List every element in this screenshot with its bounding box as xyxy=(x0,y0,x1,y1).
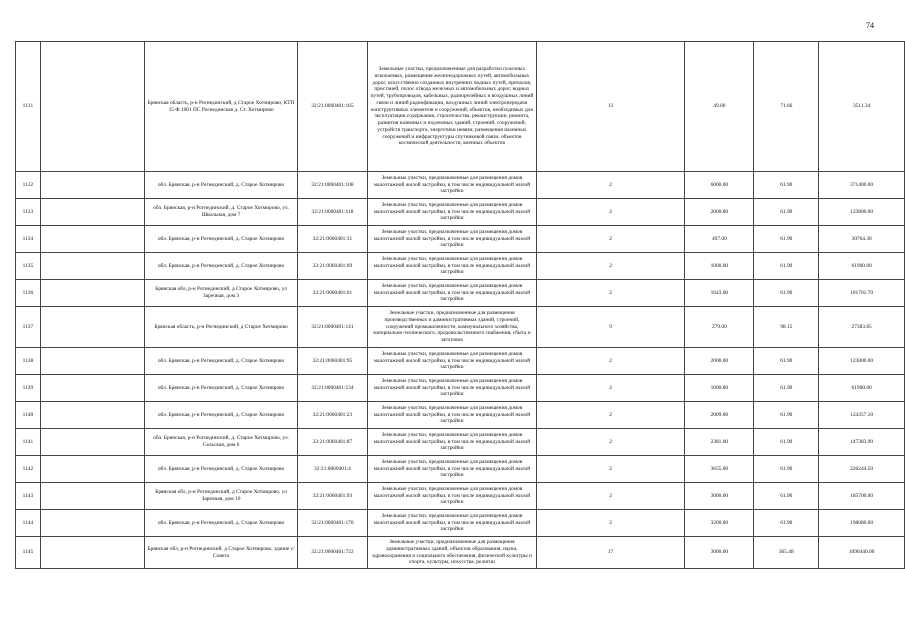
cadastral-value-cell: 27383.85 xyxy=(819,307,905,348)
permitted-use-cell: Земельные участки, предназначенные для размещения домов малоэтажной жилой застройки, в том числе индивидуальной жилой застройки xyxy=(368,375,537,402)
address-cell: Брянская область, р-н Рогнединский, д Старое Хотмирово, КТП 15 Ф.1001 ПС Рогнединская д. Ст. Хотмирово xyxy=(145,42,297,172)
specific-value-cell: 98.15 xyxy=(754,307,819,348)
address-cell: обл. Брянская, р-н Рогнединский, д. Старое Хотмирово xyxy=(145,456,297,483)
row-number-cell: 1138 xyxy=(16,348,41,375)
specific-value-cell: 61.90 xyxy=(754,172,819,199)
specific-value-cell: 61.90 xyxy=(754,253,819,280)
empty-cell xyxy=(40,402,145,429)
table-row xyxy=(16,42,905,172)
permitted-use-cell: Земельные участки, предназначенные для размещения административных зданий, объектов образования, науки, здравоохранения и социального обеспечения, физической культуры и спорта, культуры, искусства, религии xyxy=(368,537,537,569)
empty-cell xyxy=(40,429,145,456)
use-group-cell: 2 xyxy=(536,348,685,375)
specific-value-cell: 61.90 xyxy=(754,375,819,402)
use-group-cell: 2 xyxy=(536,226,685,253)
specific-value-cell: 365.48 xyxy=(754,537,819,569)
cadastral-number-cell: 32:21:0060401:87 xyxy=(297,429,367,456)
area-cell: 49.00 xyxy=(685,42,754,172)
area-cell: 3655.00 xyxy=(685,456,754,483)
area-cell: 2000.00 xyxy=(685,348,754,375)
address-cell: обл. Брянская, р-н Рогнединский, д. Старое Хотмирово xyxy=(145,402,297,429)
specific-value-cell: 61.90 xyxy=(754,199,819,226)
address-cell: Брянская область, р-н Рогнединский, д Старое Хотмирово xyxy=(145,307,297,348)
permitted-use-cell: Земельные участки, предназначенные для размещения домов малоэтажной жилой застройки, в том числе индивидуальной жилой застройки xyxy=(368,483,537,510)
specific-value-cell: 61.90 xyxy=(754,348,819,375)
empty-cell xyxy=(40,537,145,569)
use-group-cell: 2 xyxy=(536,510,685,537)
address-cell: обл. Брянская, р-н Рогнединский, д. Старое Хотмирово, ул. Сельская, дом 6 xyxy=(145,429,297,456)
permitted-use-cell: Земельные участки, предназначенные для размещения домов малоэтажной жилой застройки, в том числе индивидуальной жилой застройки xyxy=(368,456,537,483)
permitted-use-cell: Земельные участки, предназначенные для размещения домов малоэтажной жилой застройки, в том числе индивидуальной жилой застройки xyxy=(368,253,537,280)
table-row xyxy=(16,280,905,307)
permitted-use-cell: Земельные участки, предназначенные для размещения домов малоэтажной жилой застройки, в том числе индивидуальной жилой застройки xyxy=(368,429,537,456)
area-cell: 6000.00 xyxy=(685,172,754,199)
address-cell: обл. Брянская, р-н Рогнединский, д. Старое Хотмирово xyxy=(145,348,297,375)
row-number-cell: 1141 xyxy=(16,429,41,456)
table-row xyxy=(16,172,905,199)
specific-value-cell: 61.90 xyxy=(754,510,819,537)
page-number: 74 xyxy=(866,21,874,30)
table-row xyxy=(16,199,905,226)
row-number-cell: 1139 xyxy=(16,375,41,402)
table-row xyxy=(16,429,905,456)
permitted-use-cell: Земельные участки, предназначенные для размещения домов малоэтажной жилой застройки, в том числе индивидуальной жилой застройки xyxy=(368,510,537,537)
table-row xyxy=(16,253,905,280)
row-number-cell: 1143 xyxy=(16,483,41,510)
cadastral-value-cell: 371400.00 xyxy=(819,172,905,199)
table-row xyxy=(16,226,905,253)
specific-value-cell: 61.90 xyxy=(754,483,819,510)
specific-value-cell: 61.90 xyxy=(754,226,819,253)
specific-value-cell: 61.90 xyxy=(754,456,819,483)
area-cell: 2000.00 xyxy=(685,199,754,226)
empty-cell xyxy=(40,280,145,307)
cadastral-number-cell: 32:21:0060401:23 xyxy=(297,402,367,429)
area-cell: 3000.00 xyxy=(685,483,754,510)
specific-value-cell: 61.90 xyxy=(754,402,819,429)
use-group-cell: 2 xyxy=(536,199,685,226)
cadastral-number-cell: 32:21:0060401:108 xyxy=(297,172,367,199)
empty-cell xyxy=(40,348,145,375)
address-cell: обл. Брянская, р-н Рогнединский, д. Старое Хотмирово, ул. Школьная, дом 7 xyxy=(145,199,297,226)
table-row xyxy=(16,456,905,483)
row-number-cell: 1132 xyxy=(16,172,41,199)
cadastral-value-cell: 124357.10 xyxy=(819,402,905,429)
table-row xyxy=(16,402,905,429)
cadastral-number-cell: 32:21:0060401:4 xyxy=(297,456,367,483)
address-cell: Брянская обл, р-н Рогнединский, д Старое Хотмирово, ул Заречная, дом 10 xyxy=(145,483,297,510)
area-cell: 2381.00 xyxy=(685,429,754,456)
table-row xyxy=(16,510,905,537)
cadastral-value-cell: 1096440.00 xyxy=(819,537,905,569)
area-cell: 3200.00 xyxy=(685,510,754,537)
row-number-cell: 1133 xyxy=(16,199,41,226)
empty-cell xyxy=(40,307,145,348)
permitted-use-cell: Земельные участки, предназначенные для размещения домов малоэтажной жилой застройки, в том числе индивидуальной жилой застройки xyxy=(368,199,537,226)
address-cell: обл. Брянская, р-н Рогнединский, д. Старое Хотмирово xyxy=(145,375,297,402)
cadastral-value-cell: 3511.34 xyxy=(819,42,905,172)
cadastral-value-cell: 147383.90 xyxy=(819,429,905,456)
row-number-cell: 1135 xyxy=(16,253,41,280)
empty-cell xyxy=(40,172,145,199)
use-group-cell: 17 xyxy=(536,537,685,569)
area-cell: 2009.00 xyxy=(685,402,754,429)
address-cell: обл. Брянская, р-н Рогнединский, д. Старое Хотмирово xyxy=(145,253,297,280)
empty-cell xyxy=(40,253,145,280)
use-group-cell: 2 xyxy=(536,402,685,429)
cadastral-value-cell: 198080.00 xyxy=(819,510,905,537)
use-group-cell: 2 xyxy=(536,280,685,307)
specific-value-cell: 61.90 xyxy=(754,429,819,456)
permitted-use-cell: Земельные участки, предназначенные для размещения домов малоэтажной жилой застройки, в том числе индивидуальной жилой застройки xyxy=(368,402,537,429)
permitted-use-cell: Земельные участки, предназначенные для размещения домов малоэтажной жилой застройки, в том числе индивидуальной жилой застройки xyxy=(368,226,537,253)
table-row xyxy=(16,483,905,510)
use-group-cell: 2 xyxy=(536,429,685,456)
row-number-cell: 1144 xyxy=(16,510,41,537)
cadastral-number-cell: 32:21:0060401:31 xyxy=(297,226,367,253)
row-number-cell: 1136 xyxy=(16,280,41,307)
empty-cell xyxy=(40,375,145,402)
cadastral-value-cell: 226244.50 xyxy=(819,456,905,483)
specific-value-cell: 61.90 xyxy=(754,280,819,307)
cadastral-number-cell: 32:21:0060401:61 xyxy=(297,280,367,307)
area-cell: 1000.00 xyxy=(685,375,754,402)
empty-cell xyxy=(40,456,145,483)
empty-cell xyxy=(40,226,145,253)
permitted-use-cell: Земельные участки, предназначенные для разработки полезных ископаемых, размещения железнодорожных путей, автомобильных дорог, искусственно созданных внутренних водных путей, причалов, пристаней, полос отвода железных и автомобильных дорог, водных путей, трубопроводов, кабельных, радиорелейных и воздушных линий связи и линий радиофикации, воздушных линий электропередачи конструктивных элементов и сооружений, объектов, необходимых для эксплуатации,содержания, строительства, реконструкции, ремонта, развития наземных и подземных зданий, строений, сооружений, устройств транспорта, энергетики иевязи; размещения наземных сооружений и инфраструктуры спутниковой связи, объектов космической деятельности, военных объектов xyxy=(368,42,537,172)
cadastral-number-cell: 32:21:0060401:69 xyxy=(297,253,367,280)
area-cell: 1000.00 xyxy=(685,253,754,280)
use-group-cell: 2 xyxy=(536,483,685,510)
cadastral-number-cell: 32:21:0060401:95 xyxy=(297,348,367,375)
table-body xyxy=(16,42,905,569)
cadastral-value-cell: 30764.30 xyxy=(819,226,905,253)
row-number-cell: 1145 xyxy=(16,537,41,569)
address-cell: Брянская обл, р-н Рогнединский, д Старое Хотмирово, ул Заречная, дом 3 xyxy=(145,280,297,307)
cadastral-value-cell: 185700.00 xyxy=(819,483,905,510)
use-group-cell: 9 xyxy=(536,307,685,348)
address-cell: обл. Брянская, р-н Рогнединский, д. Старое Хотмирово xyxy=(145,510,297,537)
area-cell: 1643.00 xyxy=(685,280,754,307)
permitted-use-cell: Земельные участки, предназначенные для размещения домов малоэтажной жилой застройки, в том числе индивидуальной жилой застройки xyxy=(368,280,537,307)
use-group-cell: 2 xyxy=(536,172,685,199)
cadastral-value-cell: 61900.00 xyxy=(819,375,905,402)
cadastral-value-cell: 123800.00 xyxy=(819,348,905,375)
permitted-use-cell: Земельные участки, предназначенные для размещения домов малоэтажной жилой застройки, в том числе индивидуальной жилой застройки xyxy=(368,348,537,375)
area-cell: 3000.00 xyxy=(685,537,754,569)
cadastral-number-cell: 32:21:0060401:93 xyxy=(297,483,367,510)
address-cell: Брянская обл, р-н Рогнединский, д Старое Хотмирово, здание с/Совета xyxy=(145,537,297,569)
row-number-cell: 1131 xyxy=(16,42,41,172)
use-group-cell: 13 xyxy=(536,42,685,172)
table-row xyxy=(16,375,905,402)
area-cell: 279.00 xyxy=(685,307,754,348)
cadastral-number-cell: 32:21:0060401:165 xyxy=(297,42,367,172)
empty-cell xyxy=(40,199,145,226)
cadastral-value-cell: 61900.00 xyxy=(819,253,905,280)
row-number-cell: 1137 xyxy=(16,307,41,348)
land-registry-table xyxy=(15,41,905,569)
use-group-cell: 2 xyxy=(536,456,685,483)
permitted-use-cell: Земельные участки, предназначенные для размещения домов малоэтажной жилой застройки, в том числе индивидуальной жилой застройки xyxy=(368,172,537,199)
cadastral-number-cell: 32:21:0060401:722 xyxy=(297,537,367,569)
cadastral-number-cell: 32:21:0060401:134 xyxy=(297,375,367,402)
cadastral-number-cell: 32:21:0060401:141 xyxy=(297,307,367,348)
empty-cell xyxy=(40,42,145,172)
row-number-cell: 1140 xyxy=(16,402,41,429)
address-cell: обл. Брянская, р-н Рогнединский, д. Старое Хотмирово xyxy=(145,226,297,253)
permitted-use-cell: Земельные участки, предназначенные для размещения производственных и административных зданий, строений, сооружений промышленности, коммунального хозяйства, материально-технического, продовольственного снабжения, сбыта и заготовок xyxy=(368,307,537,348)
cadastral-value-cell: 101701.70 xyxy=(819,280,905,307)
empty-cell xyxy=(40,510,145,537)
table-row xyxy=(16,348,905,375)
use-group-cell: 2 xyxy=(536,375,685,402)
table-row xyxy=(16,307,905,348)
specific-value-cell: 71.66 xyxy=(754,42,819,172)
table-row xyxy=(16,537,905,569)
cadastral-value-cell: 123800.00 xyxy=(819,199,905,226)
row-number-cell: 1142 xyxy=(16,456,41,483)
empty-cell xyxy=(40,483,145,510)
use-group-cell: 2 xyxy=(536,253,685,280)
cadastral-number-cell: 32:21:0060401:170 xyxy=(297,510,367,537)
area-cell: 497.00 xyxy=(685,226,754,253)
cadastral-number-cell: 32:21:0060401:118 xyxy=(297,199,367,226)
address-cell: обл. Брянская, р-н Рогнединский, д. Старое Хотмирово xyxy=(145,172,297,199)
row-number-cell: 1134 xyxy=(16,226,41,253)
